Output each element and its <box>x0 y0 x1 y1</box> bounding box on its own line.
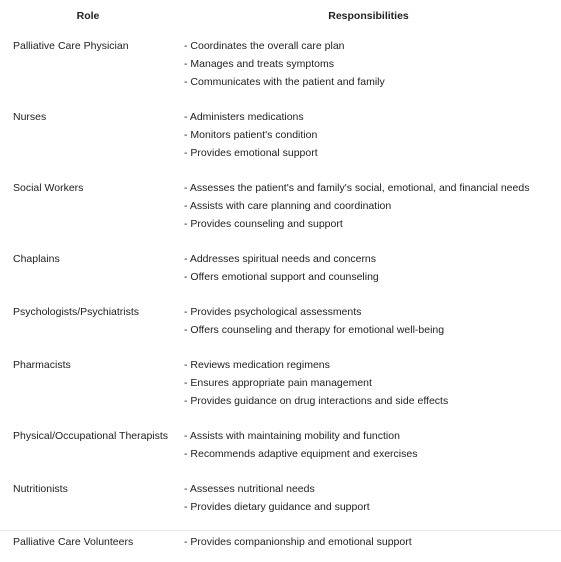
responsibilities-cell <box>176 298 561 351</box>
role-cell: Physical/Occupational Therapists <box>13 430 169 442</box>
responsibility-item: - Monitors patient's condition <box>184 129 318 141</box>
role-cell: Chaplains <box>13 253 60 265</box>
table-row <box>0 32 561 103</box>
responsibility-item: - Manages and treats symptoms <box>184 58 334 70</box>
header-row <box>0 0 561 32</box>
responsibilities-cell <box>176 32 561 103</box>
table-row <box>0 475 561 528</box>
responsibility-item: - Addresses spiritual needs and concerns <box>184 253 377 265</box>
responsibility-item: - Offers emotional support and counseling <box>184 271 379 283</box>
responsibility-item: - Provides psychological assessments <box>184 306 362 318</box>
role-cell: Palliative Care Physician <box>13 40 129 52</box>
table-header <box>0 0 561 32</box>
responsibilities-cell <box>176 174 561 245</box>
responsibility-item: - Assists with maintaining mobility and function <box>184 430 400 442</box>
role-cell: Nutritionists <box>13 483 68 495</box>
responsibility-item: - Provides dietary guidance and support <box>184 501 370 513</box>
table-body <box>0 32 561 562</box>
responsibility-item: - Assesses the patient's and family's social, emotional, and financial needs <box>184 182 530 194</box>
responsibility-item: - Offers counseling and therapy for emotional well-being <box>184 324 445 336</box>
responsibility-item: - Provides emotional support <box>184 147 318 159</box>
table-row <box>0 351 561 422</box>
responsibility-item: - Communicates with the patient and family <box>184 76 385 88</box>
responsibilities-cell <box>176 103 561 174</box>
responsibility-item: - Ensures appropriate pain management <box>184 377 372 389</box>
role-cell: Social Workers <box>13 182 84 194</box>
responsibilities-cell <box>176 475 561 528</box>
responsibilities-cell <box>176 528 561 562</box>
responsibilities-cell <box>176 351 561 422</box>
table-row <box>0 103 561 174</box>
responsibility-item: - Assists with care planning and coordination <box>184 200 392 212</box>
responsibility-item: - Provides guidance on drug interactions and side effects <box>184 395 449 407</box>
responsibility-item: - Recommends adaptive equipment and exercises <box>184 448 418 460</box>
role-cell: Pharmacists <box>13 359 71 371</box>
responsibility-item: - Reviews medication regimens <box>184 359 330 371</box>
table-row <box>0 298 561 351</box>
responsibility-item: - Administers medications <box>184 111 304 123</box>
role-cell: Palliative Care Volunteers <box>13 536 134 548</box>
responsibilities-cell <box>176 422 561 475</box>
responsibility-item: - Assesses nutritional needs <box>184 483 315 495</box>
role-cell: Psychologists/Psychiatrists <box>13 306 140 318</box>
responsibility-item: - Provides companionship and emotional support <box>184 536 412 548</box>
table-row <box>0 245 561 298</box>
header-role: Role <box>76 10 100 22</box>
table-row <box>0 528 561 562</box>
bottom-divider <box>0 530 561 531</box>
header-responsibilities: Responsibilities <box>328 10 409 22</box>
table-row <box>0 174 561 245</box>
responsibility-item: - Provides counseling and support <box>184 218 343 230</box>
table-row <box>0 422 561 475</box>
responsibilities-cell <box>176 245 561 298</box>
role-cell: Nurses <box>13 111 47 123</box>
responsibility-item: - Coordinates the overall care plan <box>184 40 345 52</box>
